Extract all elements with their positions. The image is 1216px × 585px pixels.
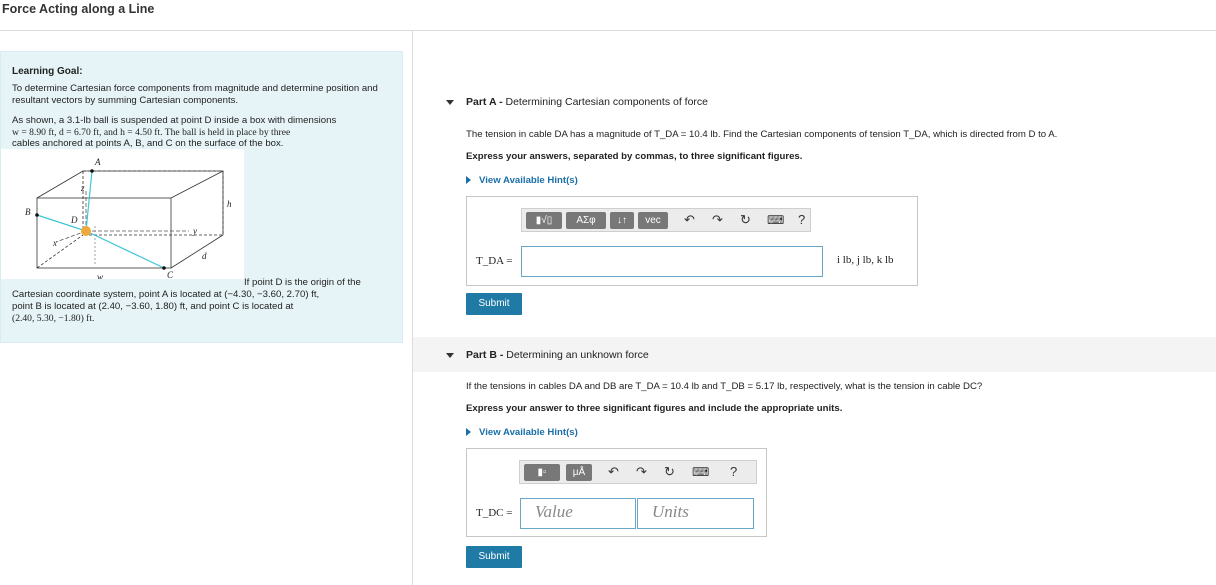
part-a-answer-box xyxy=(466,196,918,286)
redo-icon[interactable]: ↷ xyxy=(712,212,723,227)
part-a-header[interactable] xyxy=(446,96,708,108)
part-a-label: Part A - xyxy=(466,96,506,108)
part-b-header[interactable] xyxy=(446,349,649,361)
box-edge xyxy=(37,171,83,198)
part-a-question: The tension in cable DA has a magnitude of T_DA = 10.4 lb. Find the Cartesian components of tension T_DA, which is directed from D to A. xyxy=(466,129,1058,140)
keyboard-icon[interactable]: ⌨ xyxy=(692,465,710,479)
sub-superscript-button[interactable]: ↓↑ xyxy=(610,212,634,229)
label-d-dim: d xyxy=(202,251,207,261)
label-y: y xyxy=(193,226,197,236)
label-b: B xyxy=(25,207,31,217)
box-edge xyxy=(171,171,223,198)
part-b-submit-button[interactable]: Submit xyxy=(466,546,522,568)
units-placeholder: Units xyxy=(652,502,689,521)
reset-icon[interactable]: ↻ xyxy=(664,464,675,479)
keyboard-icon[interactable]: ⌨ xyxy=(767,213,785,227)
units-button[interactable]: μÅ xyxy=(566,464,592,481)
reset-icon[interactable]: ↻ xyxy=(740,212,751,227)
label-a: A xyxy=(95,157,101,167)
t-dc-label: T_DC = xyxy=(476,507,513,519)
t-da-input[interactable] xyxy=(521,246,823,277)
part-b-question: If the tensions in cables DA and DB are T_DA = 10.4 lb and T_DB = 5.17 lb, respectively, what is the tension in cable DC? xyxy=(466,381,983,392)
greek-symbols-button[interactable]: ΑΣφ xyxy=(566,212,606,229)
undo-icon[interactable]: ↶ xyxy=(608,464,619,479)
learning-goal-text: To determine Cartesian force components from magnitude and determine position and resultant vectors by summing Cartesian components. xyxy=(12,83,378,106)
templates-button[interactable]: ▮▫ xyxy=(524,464,560,481)
part-a-instruction: Express your answers, separated by commas, to three significant figures. xyxy=(466,151,803,162)
box-diagram xyxy=(1,149,244,279)
box-front-face xyxy=(37,198,171,268)
hint-arrow-icon xyxy=(466,428,471,436)
problem-setup xyxy=(12,115,392,150)
cable-db xyxy=(37,215,86,231)
part-a-title: Determining Cartesian components of force xyxy=(505,96,708,108)
part-a-submit-button[interactable]: Submit xyxy=(466,293,522,315)
label-c: C xyxy=(167,270,174,279)
help-icon[interactable]: ? xyxy=(798,212,806,227)
label-x: x xyxy=(53,238,57,248)
page-title: Force Acting along a Line xyxy=(2,2,155,16)
units-input[interactable] xyxy=(637,498,754,529)
setup-line-3: cables anchored at points A, B, and C on the surface of the box. xyxy=(12,138,284,149)
setup-line-1: As shown, a 3.1-lb ball is suspended at point D inside a box with dimensions xyxy=(12,115,337,126)
templates-button[interactable]: ▮√▯ xyxy=(526,212,562,229)
help-icon[interactable]: ? xyxy=(730,464,738,479)
hint-label[interactable]: View Available Hint(s) xyxy=(479,427,578,438)
part-b-instruction: Express your answer to three significant figures and include the appropriate units. xyxy=(466,403,843,414)
label-h: h xyxy=(227,199,232,209)
learning-goal-panel xyxy=(0,51,403,343)
part-b-title: Determining an unknown force xyxy=(506,349,649,361)
part-a-hint-link[interactable] xyxy=(466,175,578,186)
point-b xyxy=(35,213,39,217)
point-c xyxy=(162,266,166,270)
coordinates-text xyxy=(12,277,397,325)
part-b-answer-box xyxy=(466,448,767,537)
t-da-label: T_DA = xyxy=(476,255,513,267)
hint-label[interactable]: View Available Hint(s) xyxy=(479,175,578,186)
value-input[interactable] xyxy=(520,498,636,529)
part-b-label: Part B - xyxy=(466,349,507,361)
coord-line-4: (2.40, 5.30, −1.80) ft. xyxy=(12,313,95,324)
header-divider xyxy=(0,30,1216,31)
label-w: w xyxy=(97,272,104,279)
coord-line-1: If point D is the origin of the xyxy=(244,277,361,288)
ball-d xyxy=(81,226,91,236)
cable-dc xyxy=(86,231,164,268)
coord-line-3: point B is located at (2.40, −3.60, 1.80) ft, and point C is located at xyxy=(12,301,294,312)
label-d: D xyxy=(71,215,78,225)
part-a-units: i lb, j lb, k lb xyxy=(837,254,894,266)
setup-line-2: w = 8.90 ft, d = 6.70 ft, and h = 4.50 ft. The ball is held in place by three xyxy=(12,126,291,138)
hint-arrow-icon xyxy=(466,176,471,184)
collapse-triangle-icon[interactable] xyxy=(446,353,454,358)
part-a-math-toolbar xyxy=(521,208,811,232)
cable-da xyxy=(86,171,92,231)
redo-icon[interactable]: ↷ xyxy=(636,464,647,479)
part-b-hint-link[interactable] xyxy=(466,427,578,438)
coord-line-2: Cartesian coordinate system, point A is located at (−4.30, −3.60, 2.70) ft, xyxy=(12,289,320,300)
point-a xyxy=(90,169,94,173)
box-figure xyxy=(1,149,244,279)
box-edge xyxy=(171,235,223,268)
column-divider xyxy=(412,31,413,585)
label-z: z xyxy=(81,183,85,193)
vector-button[interactable]: vec xyxy=(638,212,668,229)
learning-goal-heading: Learning Goal: xyxy=(12,66,83,77)
collapse-triangle-icon[interactable] xyxy=(446,100,454,105)
part-b-math-toolbar xyxy=(519,460,757,484)
undo-icon[interactable]: ↶ xyxy=(684,212,695,227)
box-back-edges xyxy=(83,171,223,235)
value-placeholder: Value xyxy=(535,502,573,521)
box-back-face xyxy=(83,171,223,235)
box-edge xyxy=(37,235,83,268)
